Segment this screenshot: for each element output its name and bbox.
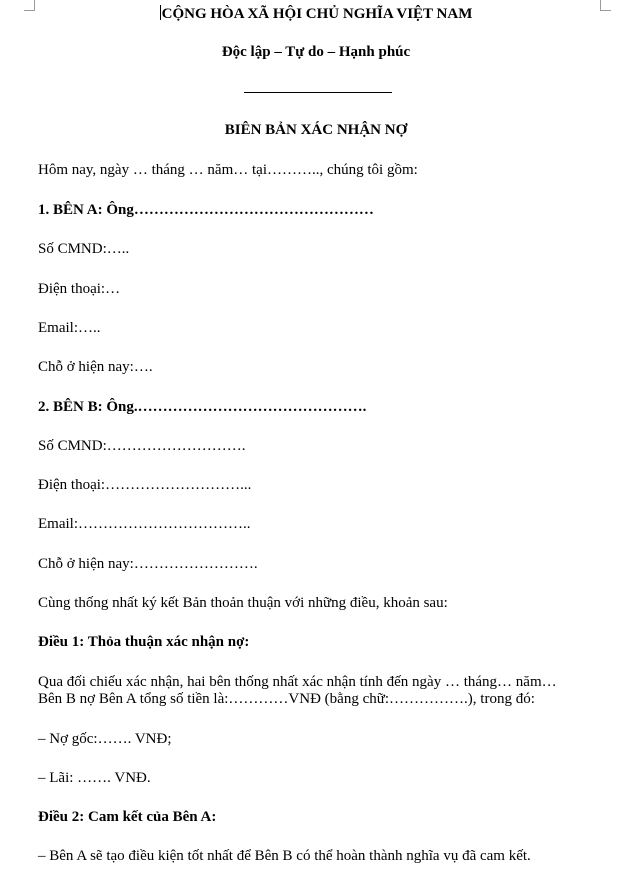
article-2-heading: Điều 2: Cam kết của Bên A:: [38, 809, 217, 825]
party-a-address: Chỗ ở hiện nay:….: [38, 359, 153, 375]
party-b-id-card: Số CMND:……………………….: [38, 438, 246, 454]
article-1-heading: Điều 1: Thỏa thuận xác nhận nợ:: [38, 634, 250, 650]
article-1-interest: – Lãi: ……. VNĐ.: [38, 770, 151, 786]
party-b-heading: 2. BÊN B: Ông.……………………………………….: [38, 399, 367, 415]
article-1-principal: – Nợ gốc:……. VNĐ;: [38, 731, 172, 747]
document-title: BIÊN BẢN XÁC NHẬN NỢ: [224, 122, 408, 138]
national-title-line[interactable]: [0, 5, 632, 23]
intro-text: Hôm nay, ngày … tháng … năm… tại……….., chúng tôi gồm:: [38, 162, 418, 178]
article-2-line-1: – Bên A sẽ tạo điều kiện tốt nhất để Bên B có thể hoàn thành nghĩa vụ đã cam kết.: [38, 848, 531, 864]
article-1-line-2: Bên B nợ Bên A tổng số tiền là:…………VNĐ (bằng chữ:…………….), trong đó:: [38, 691, 535, 707]
party-b-email: Email:……………………………..: [38, 516, 251, 532]
agreement-text: Cùng thống nhất ký kết Bản thoản thuận với những điều, khoản sau:: [38, 595, 448, 611]
party-b-address: Chỗ ở hiện nay:…………………….: [38, 556, 258, 572]
party-a-id-card: Số CMND:…..: [38, 241, 130, 257]
party-a-heading: 1. BÊN A: Ông…………………………………………: [38, 202, 374, 218]
header-divider: [244, 92, 392, 93]
national-title: CỘNG HÒA XÃ HỘI CHỦ NGHĨA VIỆT NAM: [161, 6, 473, 22]
party-a-phone: Điện thoại:…: [38, 281, 121, 297]
national-motto: Độc lập – Tự do – Hạnh phúc: [221, 44, 411, 60]
article-1-line-1: Qua đối chiếu xác nhận, hai bên thống nhất xác nhận tính đến ngày … tháng… năm…: [38, 674, 557, 690]
party-a-email: Email:…..: [38, 320, 101, 336]
text-cursor: [160, 5, 161, 20]
party-b-phone: Điện thoại:………………………...: [38, 477, 252, 493]
